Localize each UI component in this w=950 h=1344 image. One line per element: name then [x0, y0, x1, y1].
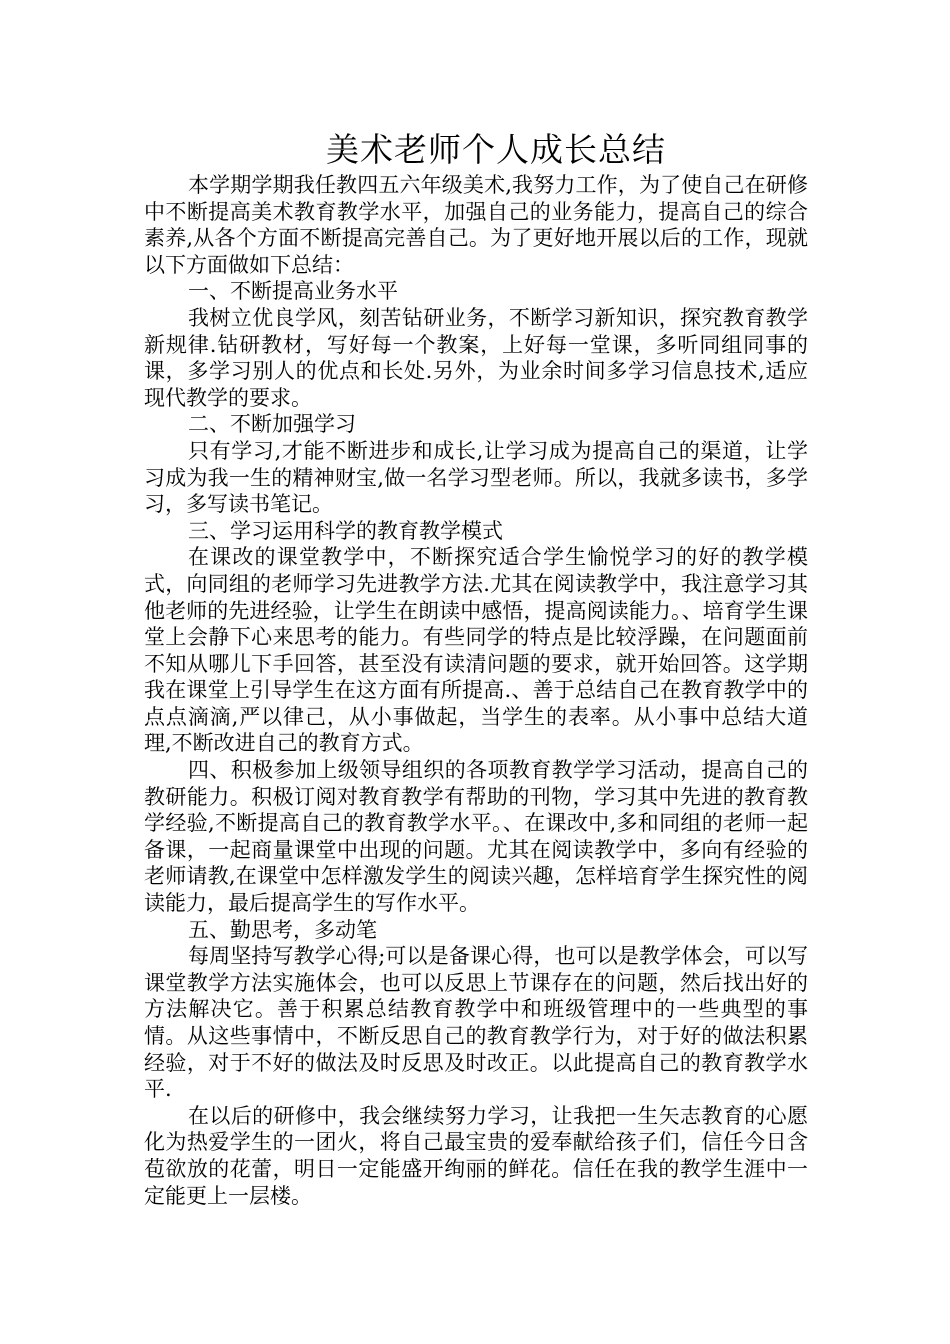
conclusion-paragraph: 在以后的研修中，我会继续努力学习，让我把一生矢志教育的心愿化为热爱学生的一团火，将自己最宝贵的爱奉献给孩子们，信任今日含苞欲放的花蕾，明日一定能盛开绚丽的鲜花。信任在我的教学生涯中一定能更上一层楼。	[144, 1103, 808, 1208]
section-3-heading: 三、学习运用科学的教育教学模式	[188, 518, 503, 543]
section-1-text: 我树立优良学风，刻苦钻研业务，不断学习新知识，探究教育教学新规律.钻研教材，写好每一个教案，上好每一堂课，多听同组同事的课，多学习别人的优点和长处.另外，为业余时间多学习信息技术,适应现代教学的要求。	[144, 305, 808, 410]
section-5-text: 每周坚持写教学心得;可以是备课心得，也可以是教学体会，可以写课堂教学方法实施体会，也可以反思上节课存在的问题，然后找出好的方法解决它。善于积累总结教育教学中和班级管理中的一些典型的事情。从这些事情中，不断反思自己的教育教学行为，对于好的做法积累经验，对于不好的做法及时反思及时改正。以此提高自己的教育教学水平.	[144, 944, 808, 1102]
section-3-text: 在课改的课堂教学中，不断探究适合学生愉悦学习的好的教学模式，向同组的老师学习先进教学方法.尤其在阅读教学中，我注意学习其他老师的先进经验，让学生在朗读中感悟，提高阅读能力。、培育学生课堂上会静下心来思考的能力。有些同学的特点是比较浮躁，在问题面前不知从哪儿下手回答，甚至没有读清问题的要求，就开始回答。这学期我在课堂上引导学生在这方面有所提高.、善于总结自己在教育教学中的点点滴滴,严以律己，从小事做起，当学生的表率。从小事中总结大道理,不断改进自己的教育方式。	[144, 545, 808, 756]
document-title: 美术老师个人成长总结	[326, 130, 666, 169]
section-2-text: 只有学习,才能不断进步和成长,让学习成为提高自己的渠道，让学习成为我一生的精神财宝,做一名学习型老师。所以，我就多读书，多学习，多写读书笔记。	[144, 438, 808, 517]
intro-paragraph: 本学期学期我任教四五六年级美术,我努力工作，为了使自己在研修中不断提高美术教育教学水平，加强自己的业务能力，提高自己的综合素养,从各个方面不断提高完善自己。为了更好地开展以后的工作，现就以下方面做如下总结：	[144, 173, 808, 277]
section-4-paragraph: 四、积极参加上级领导组织的各项教育教学学习活动，提高自己的教研能力。积极订阅对教育教学有帮助的刊物，学习其中先进的教育教学经验,不断提高自己的教育教学水平。、在课改中,多和同组的老师一起备课，一起商量课堂中出现的问题。尤其在阅读教学中，多向有经验的老师请教,在课堂中怎样激发学生的阅读兴趣，怎样培育学生探究性的阅读能力，最后提高学生的写作水平。	[144, 758, 808, 916]
section-5-heading: 五、勤思考，多动笔	[188, 917, 377, 942]
document-page	[144, 128, 808, 1209]
section-2-heading: 二、不断加强学习	[188, 412, 356, 437]
section-1-heading: 一、不断提高业务水平	[188, 279, 398, 304]
